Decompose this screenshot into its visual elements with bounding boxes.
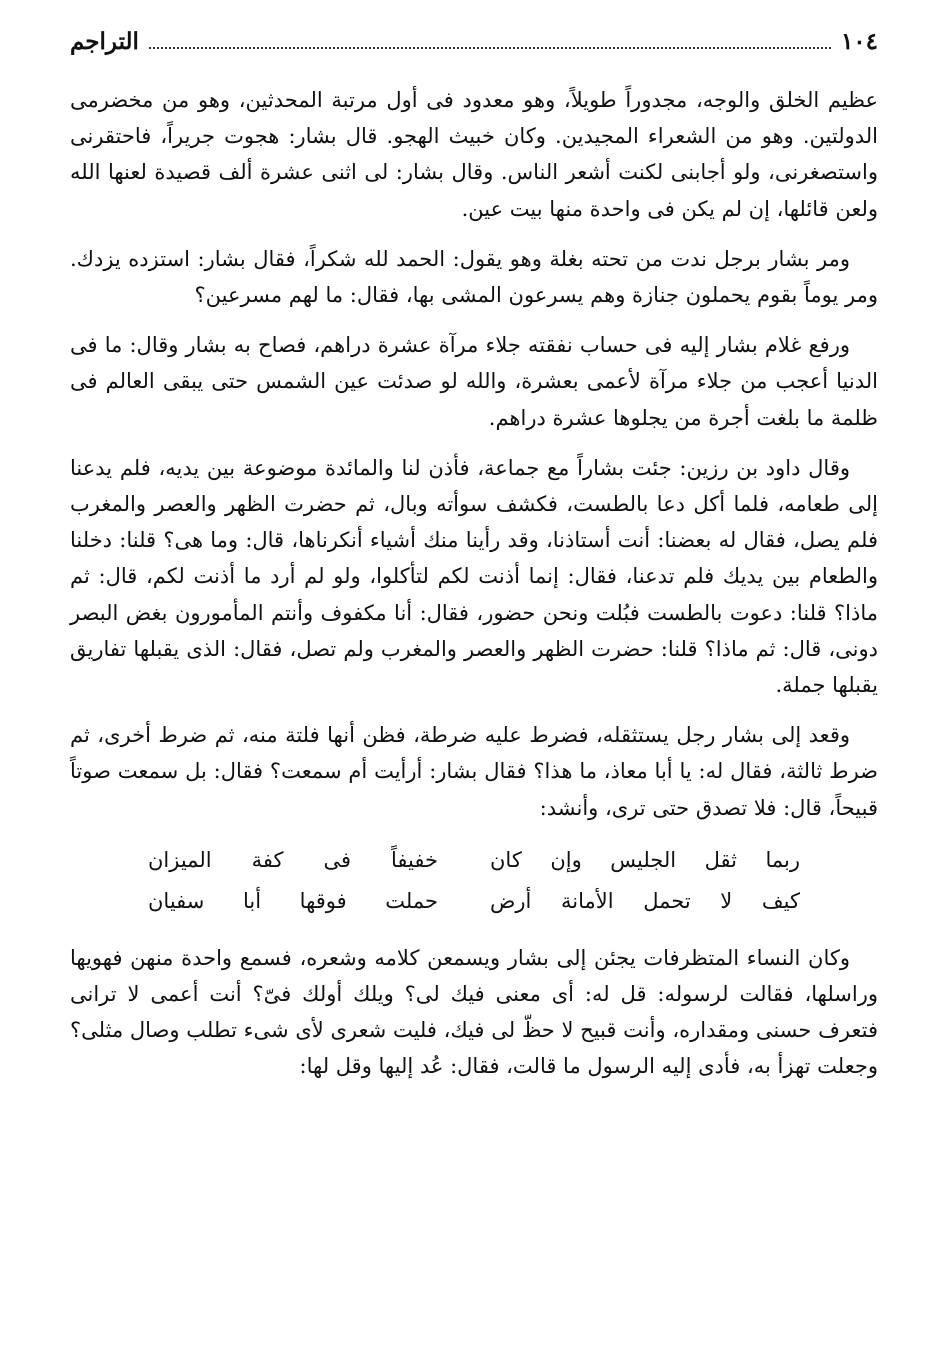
header-dotted-leader — [149, 33, 831, 49]
running-title: التراجم — [70, 28, 139, 55]
paragraph-5: وقعد إلى بشار رجل يستثقله، فضرط عليه ضرطة، فظن أنها فلتة منه، ثم ضرط أخرى، ثم ضرط ثالثة، فقال له: يا أبا معاذ، ما هذا؟ فقال بشار: أرأيت أم سمعت؟ فقال: بل سمعت صوتاً قبيحاً، قال: فلا تصدق حتى ترى، وأنشد: — [70, 723, 878, 820]
verse-2 — [70, 881, 878, 922]
page-header — [70, 28, 878, 82]
body-text — [70, 82, 878, 1085]
verse-1-first-hemistich: ربما ثقل الجليس وإن كان — [490, 847, 800, 872]
verse-1-second-hemistich: خفيفاً فى كفة الميزان — [148, 847, 438, 872]
verse-2-second-hemistich: حملت فوقها أبا سفيان — [148, 888, 438, 913]
page-number: ١٠٤ — [840, 28, 878, 55]
verse-1 — [70, 840, 878, 881]
paragraph-3: ورفع غلام بشار إليه فى حساب نفقته جلاء مرآة عشرة دراهم، فصاح به بشار وقال: ما فى الدنيا أعجب من جلاء مرآة لأعمى بعشرة، والله لو صدئت عين الشمس حتى يبقى العالم فى ظلمة ما بلغت أجرة من يجلوها عشرة دراهم. — [70, 333, 878, 430]
paragraph-2: ومر بشار برجل ندت من تحته بغلة وهو يقول: الحمد لله شكراً، فقال بشار: استزده يزدك. ومر يوماً بقوم يحملون جنازة وهم يسرعون المشى بها، فقال: ما لهم مسرعين؟ — [70, 246, 878, 308]
paragraph-1: عظيم الخلق والوجه، مجدوراً طويلاً، وهو معدود فى أول مرتبة المحدثين، وهو من مخضرمى الدولتين. وهو من الشعراء المجيدين. وكان خبيث الهجو. قال بشار: هجوت جريراً، فاحتقرنى واستصغرنى، ولو أجابنى لكنت أشعر الناس. وقال بشار: لى اثنى عشرة ألف قصيدة لعنها الله ولعن قائلها، إن لم يكن فى واحدة منها بيت عين. — [70, 88, 879, 221]
verse-2-first-hemistich: كيف لا تحمل الأمانة أرض — [490, 888, 800, 913]
paragraph-4: وقال داود بن رزين: جئت بشاراً مع جماعة، فأذن لنا والمائدة موضوعة بين يديه، فلم يدعنا إلى طعامه، فلما أكل دعا بالطست، فكشف سوأته وبال، ثم حضرت الظهر والعصر والمغرب فلم يصل، فقال له بعضنا: أنت أستاذنا، وقد رأينا منك أشياء أنكرناها، قال: وما هى؟ قلنا: دخلنا والطعام بين يديك فلم تدعنا، فقال: إنما أذنت لكم لتأكلوا، ولو لم أرد ما أذنت لكم، قال: ثم ماذا؟ قلنا: دعوت بالطست فبُلت ونحن حضور، فقال: أنا مكفوف وأنتم المأمورون بغض البصر دونى، قال: ثم ماذا؟ قلنا: حضرت الظهر والعصر والمغرب ولم تصل، فقال: الذى يقبلها تفاريق يقبلها جملة. — [70, 455, 878, 698]
poem — [70, 840, 878, 922]
paragraph-6: وكان النساء المتظرفات يجئن إلى بشار ويسمعن كلامه وشعره، فسمع واحدة منهن فهويها وراسلها، فقالت لرسوله: قل له: أى معنى فيك لى؟ ويلك أولك فىّ؟ أنت أعمى لا ترانى فتعرف حسنى ومقداره، وأنت قبيح لا حظّ لى فيك، فليت شعرى لأى شىء تطلب وصال مثلى؟ وجعلت تهزأ به، فأدى إليه الرسول ما قالت، فقال: عُد إليها وقل لها: — [70, 945, 878, 1079]
